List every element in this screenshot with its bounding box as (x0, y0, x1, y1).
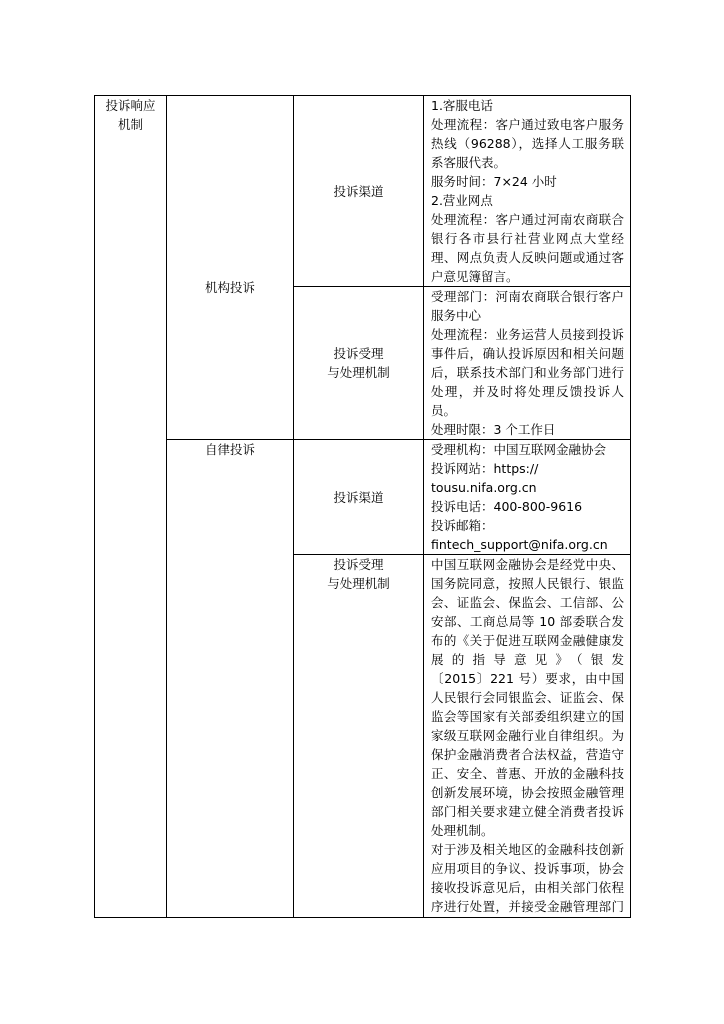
handling-label-line1: 投诉受理 (333, 346, 384, 361)
text-line: 投诉网站：https:// (431, 461, 539, 476)
self-complaint-cell (167, 440, 294, 918)
self-channel-content (424, 440, 631, 555)
channel-cell (294, 96, 424, 287)
text-line: 正、安全、普惠、开放的金融科技 (431, 766, 624, 781)
text-line: 监会等国家有关部委组织建立的国 (431, 709, 624, 724)
text-line: 户意见簿留言。 (431, 269, 519, 284)
text-line: 受理机构：中国互联网金融协会 (431, 442, 607, 457)
handling-label-line2: 与处理机制 (327, 576, 390, 591)
text-line: 展的指导意见》（银发 (431, 652, 624, 667)
handling-cell (294, 555, 424, 918)
text-line: 受理部门：河南农商联合银行客户 (431, 289, 624, 304)
text-line: 处理流程：客户通过河南农商联合 (431, 212, 624, 227)
text-line: 〔2015〕221 号）要求，由中国 (431, 671, 624, 686)
table-row (95, 440, 631, 555)
text-line: 后，联系技术部门和业务部门进行 (431, 365, 624, 380)
self-handling-content (424, 555, 631, 918)
text-line: 投诉邮箱： (431, 518, 494, 533)
text-line: 处理，并及时将处理反馈投诉人 (431, 384, 624, 399)
org-handling-content (424, 287, 631, 440)
text-line: fintech_support@nifa.org.cn (431, 537, 608, 552)
channel-cell (294, 440, 424, 555)
category-cell (95, 96, 167, 918)
text-line: 处理时限：3 个工作日 (431, 422, 556, 437)
org-channel-content (424, 96, 631, 287)
text-line: 安部、工商总局等 10 部委联合发 (431, 614, 624, 629)
text-line: 2.营业网点 (431, 193, 493, 208)
handling-cell (294, 287, 424, 440)
text-line: 投诉电话：400-800-9616 (431, 499, 583, 514)
text-line: 布的《关于促进互联网金融健康发 (431, 633, 624, 648)
text-line: 理、网点负责人反映问题或通过客 (431, 250, 624, 265)
text-line: 处理流程：客户通过致电客户服务 (431, 117, 624, 132)
text-line: 接收投诉意见后，由相关部门依程 (431, 880, 624, 895)
text-line: 热线（96288），选择人工服务联 (431, 136, 624, 151)
text-line: 保护金融消费者合法权益，营造守 (431, 747, 624, 762)
self-complaint-label: 自律投诉 (204, 442, 255, 457)
text-line: 序进行处置，并接受金融管理部门 (431, 899, 624, 914)
text-line: 应用项目的争议、投诉事项，协会 (431, 861, 624, 876)
text-line: 1.客服电话 (431, 98, 493, 113)
text-line: 部门相关要求建立健全消费者投诉 (431, 804, 624, 819)
text-line: 系客服代表。 (431, 155, 507, 170)
table-row (95, 96, 631, 287)
text-line: 国务院同意，按照人民银行、银监 (431, 576, 624, 591)
text-line: 家级互联网金融行业自律组织。为 (431, 728, 624, 743)
text-line: 处理流程：业务运营人员接到投诉 (431, 327, 624, 342)
org-complaint-cell (167, 96, 294, 440)
handling-label-line1: 投诉受理 (333, 557, 384, 572)
text-line: tousu.nifa.org.cn (431, 480, 537, 495)
org-complaint-label: 机构投诉 (204, 280, 255, 295)
handling-label-line2: 与处理机制 (327, 365, 390, 380)
text-line: 事件后，确认投诉原因和相关问题 (431, 346, 624, 361)
complaint-mechanism-table (94, 95, 631, 918)
text-line: 服务中心 (431, 308, 482, 323)
text-line: 创新发展环境，协会按照金融管理 (431, 785, 624, 800)
text-line: 银行各市县行社营业网点大堂经 (431, 231, 624, 246)
text-line: 员。 (431, 403, 457, 418)
channel-label: 投诉渠道 (333, 489, 384, 505)
text-line: 人民银行会同银监会、证监会、保 (431, 690, 624, 705)
text-line: 服务时间：7×24 小时 (431, 174, 557, 189)
text-line: 对于涉及相关地区的金融科技创新 (431, 842, 624, 857)
text-line: 会、证监会、保监会、工信部、公 (431, 595, 624, 610)
channel-label: 投诉渠道 (333, 183, 384, 199)
text-line: 中国互联网金融协会是经党中央、 (431, 557, 624, 572)
category-label: 投诉响应机制 (105, 98, 156, 132)
text-line: 处理机制。 (431, 823, 494, 838)
